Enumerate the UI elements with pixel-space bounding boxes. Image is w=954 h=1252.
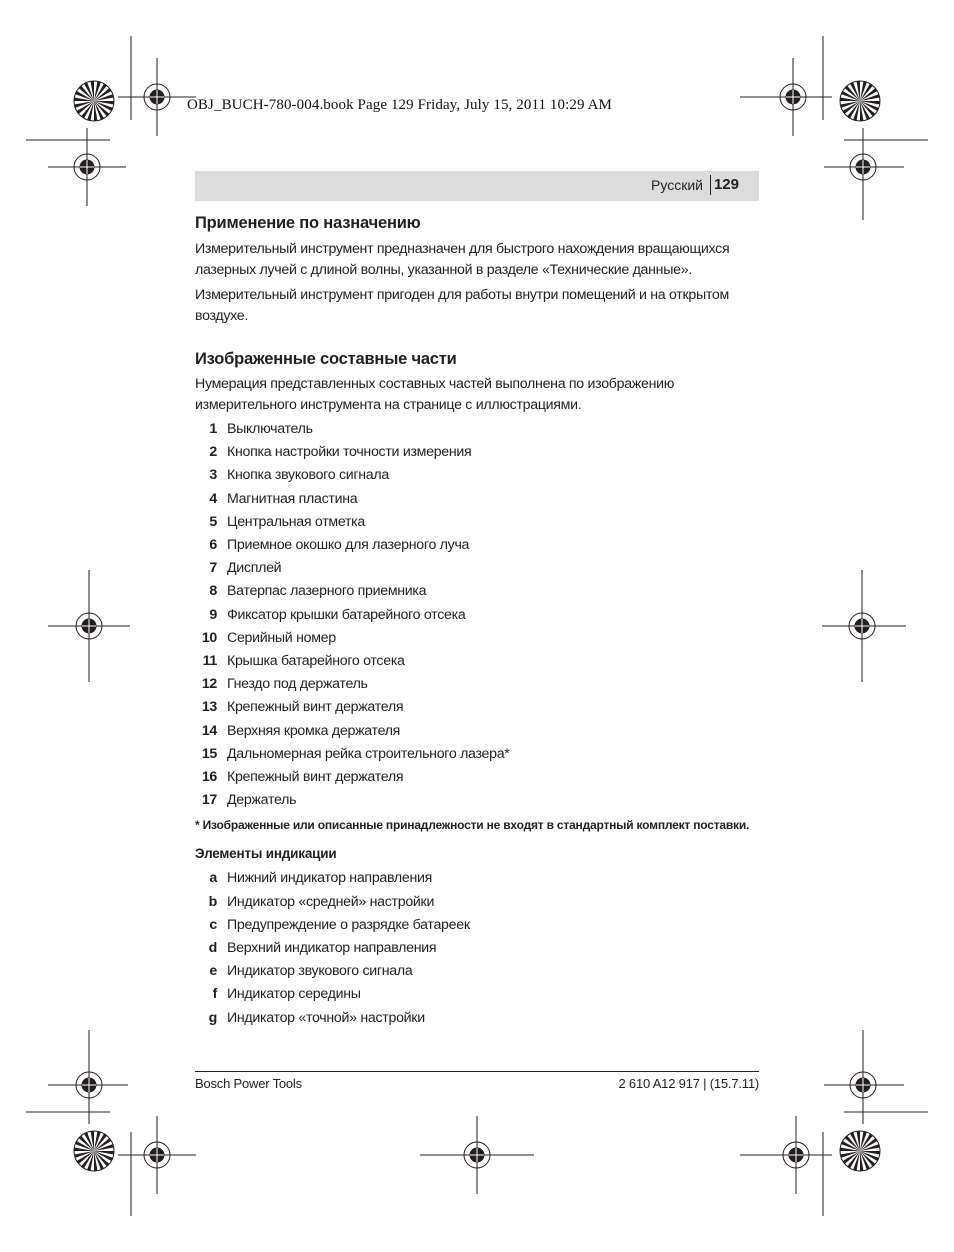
item-text: Крепежный винт держателя bbox=[227, 769, 404, 786]
registration-mark bbox=[420, 1116, 534, 1194]
item-letter: b bbox=[208, 893, 217, 910]
item-number: 10 bbox=[201, 629, 217, 646]
item-number: 1 bbox=[209, 421, 217, 437]
item-letter: e bbox=[209, 963, 217, 980]
registration-mark bbox=[824, 1030, 904, 1124]
item-text: Индикатор середины bbox=[227, 986, 361, 1003]
registration-mark bbox=[118, 1116, 196, 1194]
item-number: 14 bbox=[201, 722, 217, 739]
item-text: Верхняя кромка держателя bbox=[227, 722, 401, 739]
list-item bbox=[195, 627, 759, 650]
item-text: Верхний индикатор направления bbox=[227, 940, 437, 957]
printer-slug: OBJ_BUCH-780-004.book Page 129 Friday, July 15, 2011 10:29 AM bbox=[187, 97, 612, 113]
list-item bbox=[195, 673, 759, 696]
item-number: 13 bbox=[201, 699, 217, 716]
page-body bbox=[195, 213, 759, 1030]
list-item bbox=[195, 937, 759, 960]
component-list bbox=[195, 418, 759, 812]
item-text: Крепежный винт держателя bbox=[227, 699, 404, 716]
item-number: 9 bbox=[209, 606, 217, 623]
item-text: Предупреждение о разрядке батареек bbox=[227, 916, 470, 933]
item-text: Индикатор звукового сигнала bbox=[227, 963, 413, 980]
item-number: 4 bbox=[209, 490, 217, 507]
item-letter: d bbox=[208, 940, 217, 957]
paragraph: Измерительный инструмент предназначен для быстрого нахождения вращающихся лазерных лучей с длиной волны, указанной в разделе «Технические данные». bbox=[195, 241, 730, 278]
item-text: Ватерпас лазерного приемника bbox=[227, 583, 427, 600]
item-number: 11 bbox=[202, 653, 217, 670]
page-number: 129 bbox=[713, 176, 739, 193]
header-divider bbox=[710, 175, 711, 195]
section-title-components: Изображенные составные части bbox=[195, 350, 457, 368]
item-number: 8 bbox=[209, 583, 217, 600]
list-item bbox=[195, 743, 759, 766]
star-target-mark bbox=[840, 1131, 880, 1171]
page-header bbox=[195, 171, 759, 201]
registration-mark bbox=[740, 1116, 832, 1194]
item-number: 15 bbox=[201, 745, 217, 762]
item-number: 5 bbox=[209, 513, 217, 530]
registration-mark bbox=[48, 1030, 128, 1124]
item-text: Фиксатор крышки батарейного отсека bbox=[227, 606, 466, 623]
paragraph: Измерительный инструмент пригоден для работы внутри помещений и на открытом воздухе. bbox=[195, 287, 729, 324]
list-item bbox=[195, 766, 759, 789]
item-number: 2 bbox=[209, 444, 217, 461]
footnote: * Изображенные или описанные принадлежности не входят в стандартный комплект поставки. bbox=[195, 818, 750, 833]
registration-mark bbox=[824, 128, 904, 220]
item-text: Индикатор «средней» настройки bbox=[227, 893, 435, 910]
header-language: Русский bbox=[651, 177, 703, 193]
list-item bbox=[195, 488, 759, 511]
list-item bbox=[195, 534, 759, 557]
item-text: Серийный номер bbox=[227, 629, 336, 646]
list-item bbox=[195, 580, 759, 603]
item-text: Индикатор «точной» настройки bbox=[227, 1009, 425, 1026]
footer-doc-number: 2 610 A12 917 | (15.7.11) bbox=[618, 1076, 759, 1091]
list-item bbox=[195, 720, 759, 743]
item-text: Нижний индикатор направления bbox=[227, 870, 433, 887]
item-text: Магнитная пластина bbox=[227, 490, 358, 507]
star-target-mark bbox=[74, 81, 114, 121]
item-text: Кнопка настройки точности измерения bbox=[227, 444, 472, 461]
list-item bbox=[195, 650, 759, 673]
item-number: 3 bbox=[209, 467, 217, 484]
paragraph: Нумерация представленных составных частей выполнена по изображению измерительного инструмента на странице с иллюстрациями. bbox=[195, 376, 675, 413]
list-item bbox=[195, 464, 759, 487]
list-item bbox=[195, 867, 759, 890]
list-item bbox=[195, 441, 759, 464]
item-number: 16 bbox=[201, 769, 217, 786]
list-item bbox=[195, 1007, 759, 1030]
item-text: Выключатель bbox=[227, 421, 313, 437]
list-item bbox=[195, 696, 759, 719]
item-letter: g bbox=[208, 1009, 217, 1026]
list-item bbox=[195, 511, 759, 534]
item-number: 6 bbox=[209, 537, 217, 554]
list-item bbox=[195, 983, 759, 1006]
item-letter: a bbox=[209, 870, 217, 887]
indicator-list bbox=[195, 867, 759, 1029]
item-text: Кнопка звукового сигнала bbox=[227, 467, 389, 484]
list-item bbox=[195, 891, 759, 914]
item-number: 12 bbox=[201, 676, 217, 693]
list-item bbox=[195, 789, 759, 812]
item-text: Держатель bbox=[227, 792, 297, 809]
registration-mark bbox=[118, 58, 196, 136]
item-text: Дисплей bbox=[227, 560, 282, 577]
list-item bbox=[195, 914, 759, 937]
item-number: 17 bbox=[201, 792, 217, 809]
item-text: Крышка батарейного отсека bbox=[227, 653, 405, 670]
registration-mark bbox=[48, 570, 130, 682]
item-letter: c bbox=[209, 916, 217, 933]
list-item bbox=[195, 557, 759, 580]
registration-mark bbox=[822, 570, 906, 682]
footer-brand: Bosch Power Tools bbox=[195, 1076, 302, 1091]
section-title-indicators: Элементы индикации bbox=[195, 846, 337, 862]
star-target-mark bbox=[840, 81, 880, 121]
section-title-intended-use: Применение по назначению bbox=[195, 214, 421, 232]
item-text: Дальномерная рейка строительного лазера* bbox=[227, 745, 510, 762]
list-item bbox=[195, 418, 759, 441]
item-text: Приемное окошко для лазерного луча bbox=[227, 537, 470, 554]
item-letter: f bbox=[212, 986, 217, 1003]
item-number: 7 bbox=[209, 560, 217, 577]
registration-mark bbox=[740, 58, 832, 136]
item-text: Центральная отметка bbox=[227, 513, 365, 530]
list-item bbox=[195, 604, 759, 627]
star-target-mark bbox=[74, 1131, 114, 1171]
footer-rule bbox=[195, 1071, 759, 1072]
item-text: Гнездо под держатель bbox=[227, 676, 368, 693]
list-item bbox=[195, 960, 759, 983]
